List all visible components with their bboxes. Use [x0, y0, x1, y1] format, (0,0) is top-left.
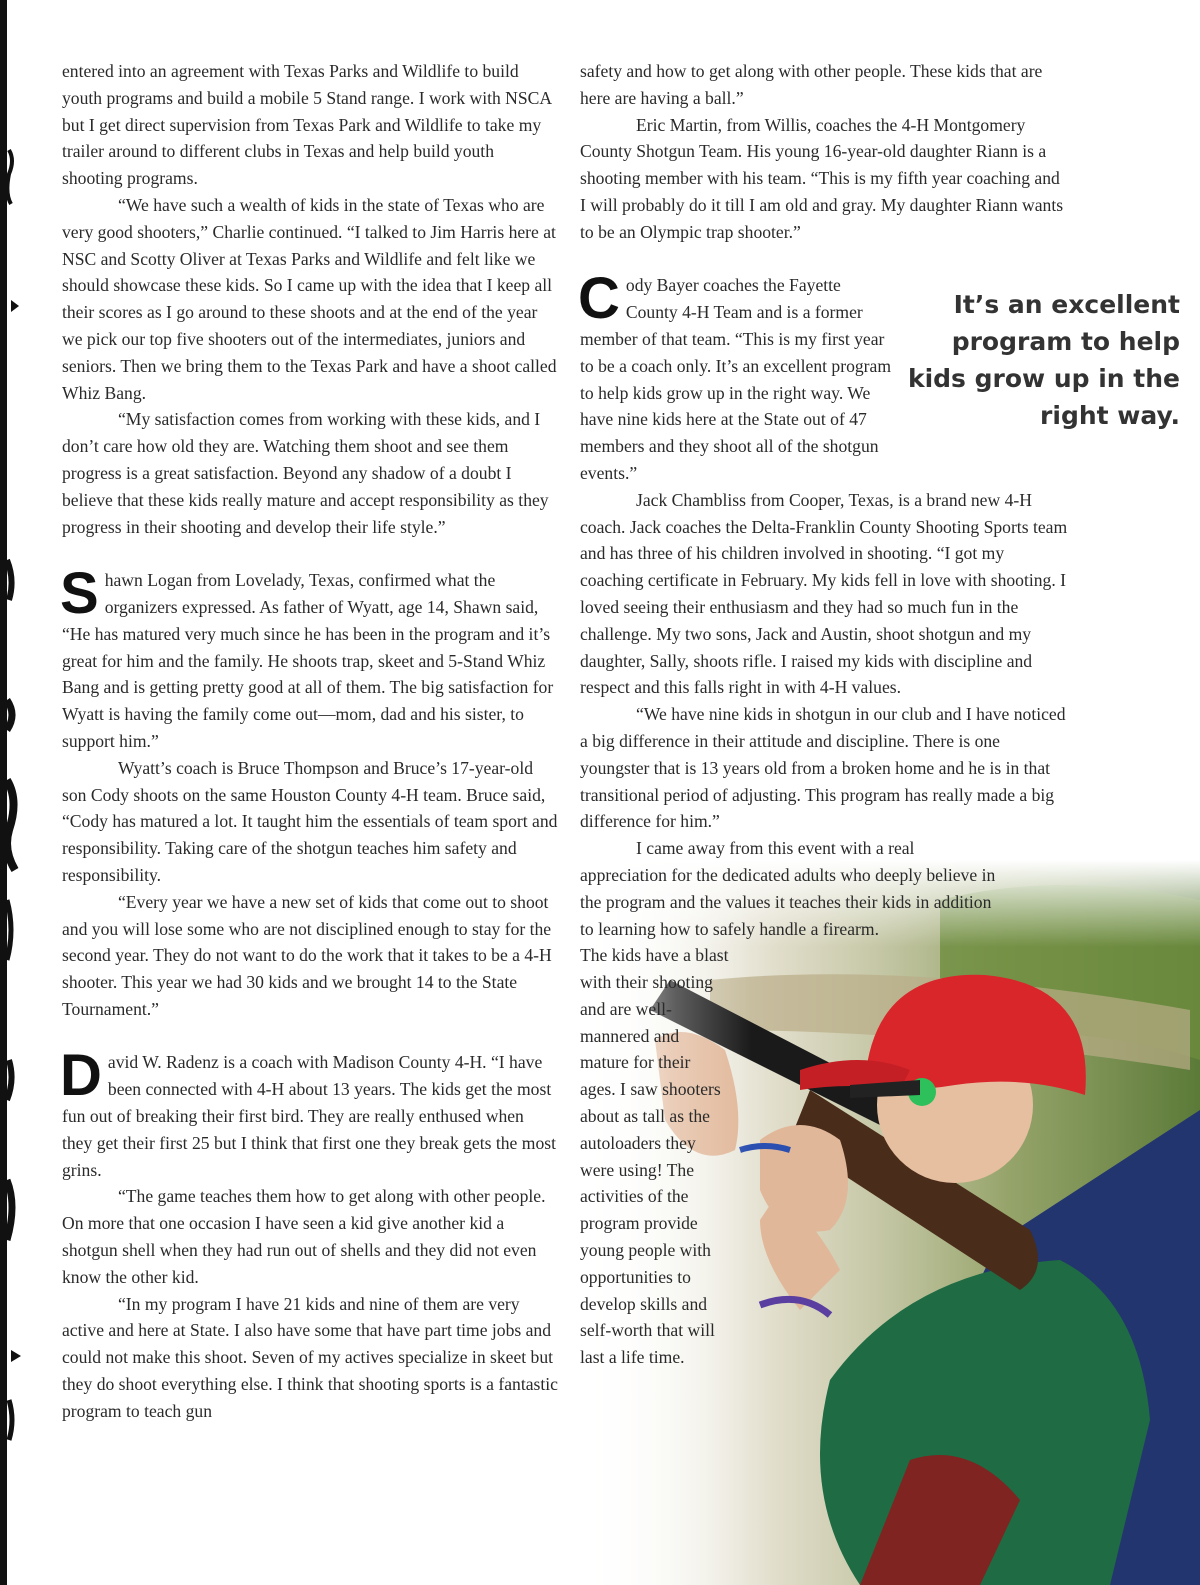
left-article-column: [62, 58, 558, 1425]
left-paragraph-4: [60, 561, 558, 755]
right-paragraph-1: safety and how to get along with other people. These kids that are here are having a ball.”: [580, 61, 1043, 108]
pull-quote: It’s an excellent program to help kids grow up in the right way.: [907, 290, 1180, 431]
left-paragraph-3: “My satisfaction comes from working with these kids, and I don’t care how old they are. Watching them shoot and see them progress is a great satisfaction. Beyond any shadow of a doubt I believe that these kids really mature and accept responsibility as they progress in their shooting and develop their life style.”: [62, 409, 549, 537]
photo-wrap-text: [580, 942, 730, 1371]
left-paragraph-6: “Every year we have a new set of kids that come out to shoot and you will lose some who are not disciplined enough to stay for the second year. They do not want to do the work that it takes to be a 4-H shooter. This year we had 30 kids and we brought 14 to the State Tournament.”: [62, 891, 552, 1019]
left-paragraph-9: “In my program I have 21 kids and nine of them are very active and here at State. I also have some that have part time jobs and could not make this shoot. Seven of my actives specialize in skeet but they do shoot everything else. I think that shooting sports is a fantastic program to teach gun: [62, 1293, 558, 1421]
section-gap: [62, 1023, 558, 1050]
section-gap: [62, 540, 558, 567]
left-paragraph-4-text: hawn Logan from Lovelady, Texas, confirmed what the organizers expressed. As father of Wyatt, age 14, Shawn said, “He has matured very much since he has been in the program and it’s great for him and the family. He shoots trap, skeet and 5-Stand Whiz Bang and is getting pretty good at all of them. The big satisfaction for Wyatt is having the family come out—mom, dad and his sister, to support him.”: [62, 570, 554, 751]
right-paragraph-7: The kids have a blast with their shooting and are well-mannered and mature for their ages. I saw shooters about as tall as the autoloaders they were using! The activities of the program provide young people with opportunities to develop skills and self-worth that will last a life time.: [580, 945, 729, 1368]
right-paragraph-3: [578, 266, 1180, 486]
section-gap: [580, 246, 1070, 273]
right-article-column: [578, 58, 1180, 1371]
left-paragraph-5: Wyatt’s coach is Bruce Thompson and Bruce’s 17-year-old son Cody shoots on the same Houston County 4-H team. Bruce said, “Cody has matured a lot. It taught him the essentials of team sport and responsibility. Taking care of the shotgun teaches him safety and responsibility.: [62, 757, 558, 885]
right-paragraph-2: Eric Martin, from Willis, coaches the 4-H Montgomery County Shotgun Team. His young 16-year-old daughter Riann is a shooting member with his team. “This is my fifth year coaching and I will probably do it till I am old and gray. My daughter Riann wants to be an Olympic trap shooter.”: [580, 114, 1064, 242]
binding-shadow-marks: [7, 0, 39, 1585]
drop-cap-c: C: [578, 266, 620, 332]
left-paragraph-8: “The game teaches them how to get along with other people. On more that one occasion I have seen a kid give another kid a shotgun shell when they had run out of shells and they did not even know the other kid.: [62, 1186, 546, 1287]
left-paragraph-2: “We have such a wealth of kids in the state of Texas who are very good shooters,” Charlie continued. “I talked to Jim Harris here at NSC and Scotty Oliver at Texas Parks and Wildlife and felt like we should showcase these kids. So I came up with the idea that I keep all their scores as I go around to these shoots and at the end of the year we pick our top five shooters out of the intermediates, juniors and seniors. Then we bring them to the Texas Park and have a shoot called Whiz Bang.: [62, 194, 557, 403]
left-paragraph-7-text: avid W. Radenz is a coach with Madison County 4-H. “I have been connected with 4-H about 13 years. The kids get the most fun out of breaking their first bird. They are really enthused when they get their first 25 but I think that first one they break gets the most grins.: [62, 1052, 556, 1180]
page-binding-edge: [0, 0, 7, 1585]
right-paragraph-6: I came away from this event with a real appreciation for the dedicated adults who deeply believe in the program and the values it teaches their kids in addition to learning how to safely handle a firearm.: [580, 838, 996, 939]
drop-cap-s: S: [60, 561, 99, 627]
left-paragraph-7: [60, 1043, 558, 1183]
drop-cap-d: D: [60, 1043, 102, 1109]
right-paragraph-5: “We have nine kids in shotgun in our club and I have noticed a big difference in their attitude and discipline. There is one youngster that is 13 years old from a broken home and he is in that transitional period of adjusting. This program has really made a big difference for him.”: [580, 704, 1066, 832]
right-paragraph-3-text: ody Bayer coaches the Fayette County 4-H Team and is a former member of that team. “This is my first year to be a coach only. It’s an excellent program to help kids grow up in the right way. We have nine kids here at the State out of 47 members and they shoot all of the shotgun events.”: [580, 275, 892, 483]
left-paragraph-1: entered into an agreement with Texas Parks and Wildlife to build youth programs and build a mobile 5 Stand range. I work with NSCA but I get direct supervision from Texas Park and Wildlife to take my trailer around to different clubs in Texas and help build youth shooting programs.: [62, 61, 552, 189]
right-paragraph-4: Jack Chambliss from Cooper, Texas, is a brand new 4-H coach. Jack coaches the Delta-Franklin County Shooting Sports team and has three of his children involved in shooting. “I got my coaching certificate in February. My kids fell in love with shooting. I loved seeing their enthusiasm and they had so much fun in the challenge. My two sons, Jack and Austin, shoot shotgun and my daughter, Sally, shoots rifle. I raised my kids with discipline and respect and this falls right in with 4-H values.: [580, 489, 1068, 698]
